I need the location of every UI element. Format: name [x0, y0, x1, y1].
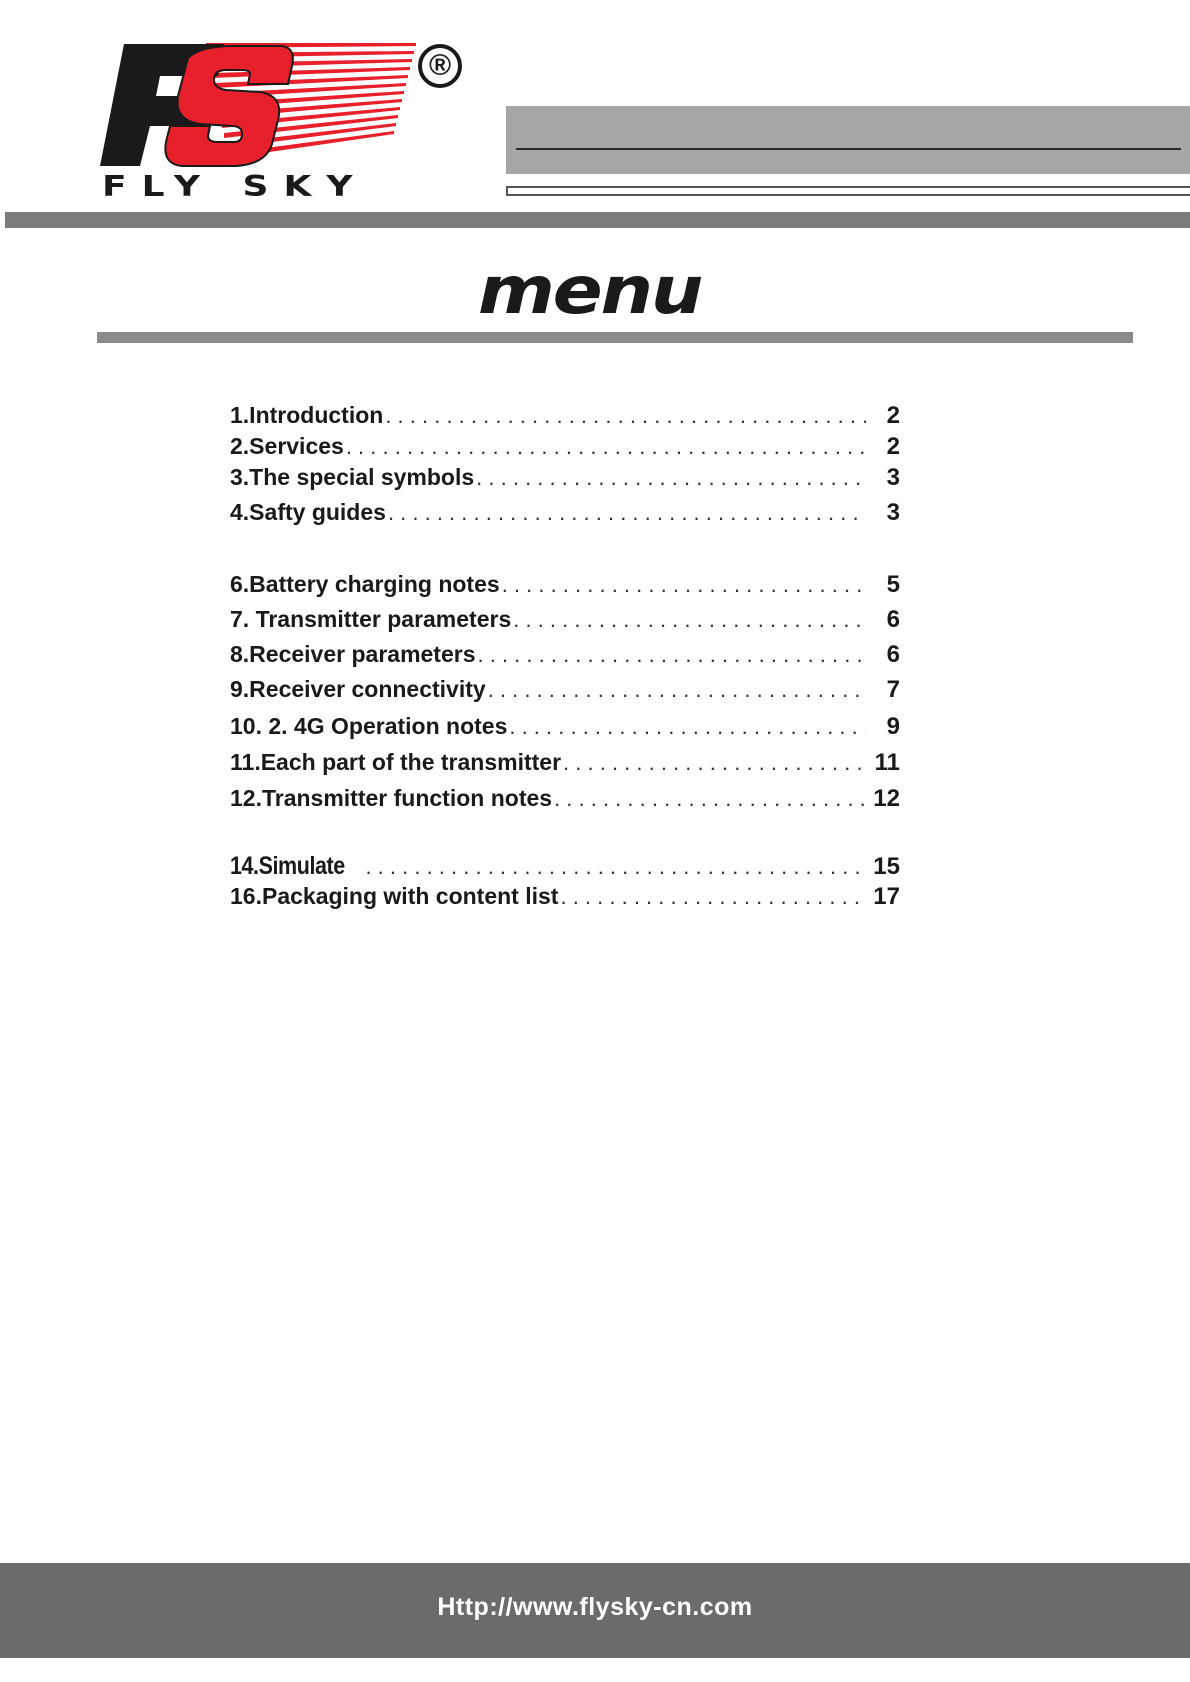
- toc-entry-page: 6: [886, 606, 900, 633]
- toc-leader: [365, 854, 866, 880]
- toc-entry[interactable]: [230, 749, 900, 779]
- toc-leader: [513, 607, 866, 633]
- toc-entry[interactable]: [230, 402, 900, 432]
- toc-entry-title: 11.Each part of the transmitter: [230, 749, 562, 775]
- toc-leader: [478, 642, 867, 668]
- toc-entry-page: 15: [873, 853, 900, 880]
- toc-entry-title: 6.Battery charging notes: [230, 571, 500, 597]
- toc-entry-title: 7. Transmitter parameters: [230, 606, 512, 632]
- toc-entry-title: 4.Safty guides: [230, 499, 386, 525]
- toc-entry-page: 2: [886, 433, 900, 460]
- toc-entry[interactable]: [230, 852, 900, 882]
- toc-entry-page: 2: [886, 402, 900, 429]
- toc-entry-page: 12: [873, 785, 900, 812]
- toc-entry[interactable]: [230, 641, 900, 671]
- toc-leader: [563, 750, 866, 776]
- toc-entry-title: 8.Receiver parameters: [230, 641, 476, 667]
- toc-entry[interactable]: [230, 785, 900, 815]
- toc-entry-title: 14.Simulate: [230, 852, 345, 880]
- toc-entry-title: 1.Introduction: [230, 402, 384, 428]
- header-outline-bar: [506, 186, 1190, 196]
- footer-website-link[interactable]: Http://www.flysky-cn.com: [437, 1593, 753, 1621]
- toc-leader: [560, 884, 866, 910]
- toc-leader: [502, 572, 866, 598]
- toc-entry[interactable]: [230, 571, 900, 601]
- title-underline: [97, 332, 1133, 343]
- toc-entry-page: 6: [886, 641, 900, 668]
- header-gray-panel: [506, 106, 1190, 174]
- brand-name: FLY SKY: [102, 171, 368, 203]
- toc-entry-title: 16.Packaging with content list: [230, 883, 559, 909]
- toc-entry[interactable]: [230, 606, 900, 636]
- toc-leader: [509, 714, 866, 740]
- toc-entry-title: 9.Receiver connectivity: [230, 676, 486, 702]
- header-rule: [516, 148, 1181, 150]
- toc-entry[interactable]: [230, 676, 900, 706]
- toc-leader: [554, 786, 866, 812]
- toc-entry-page: 3: [886, 499, 900, 526]
- toc-entry[interactable]: [230, 433, 900, 463]
- header-bar: [5, 212, 1190, 228]
- toc-leader: [346, 434, 866, 460]
- toc-entry-title: 3.The special symbols: [230, 464, 475, 490]
- toc-entry-page: 11: [874, 749, 900, 776]
- toc-entry[interactable]: [230, 499, 900, 529]
- toc-leader: [476, 465, 866, 491]
- toc-leader: [388, 500, 866, 526]
- toc-entry-page: 7: [886, 676, 900, 703]
- toc-entry-page: 5: [886, 571, 900, 598]
- toc-leader: [385, 403, 866, 429]
- toc-leader: [488, 677, 866, 703]
- toc-entry[interactable]: [230, 883, 900, 913]
- toc-entry-title: 2.Services: [230, 433, 344, 459]
- toc-entry-title: 10. 2. 4G Operation notes: [230, 713, 508, 739]
- toc-entry[interactable]: [230, 464, 900, 494]
- toc-entry-title: 12.Transmitter function notes: [230, 785, 553, 811]
- toc-entry-page: 9: [886, 713, 900, 740]
- toc-entry-page: 17: [873, 883, 900, 910]
- toc-entry[interactable]: [230, 713, 900, 743]
- page-title: menu: [477, 252, 702, 329]
- registered-mark: ®: [418, 44, 462, 88]
- toc-entry-page: 3: [886, 464, 900, 491]
